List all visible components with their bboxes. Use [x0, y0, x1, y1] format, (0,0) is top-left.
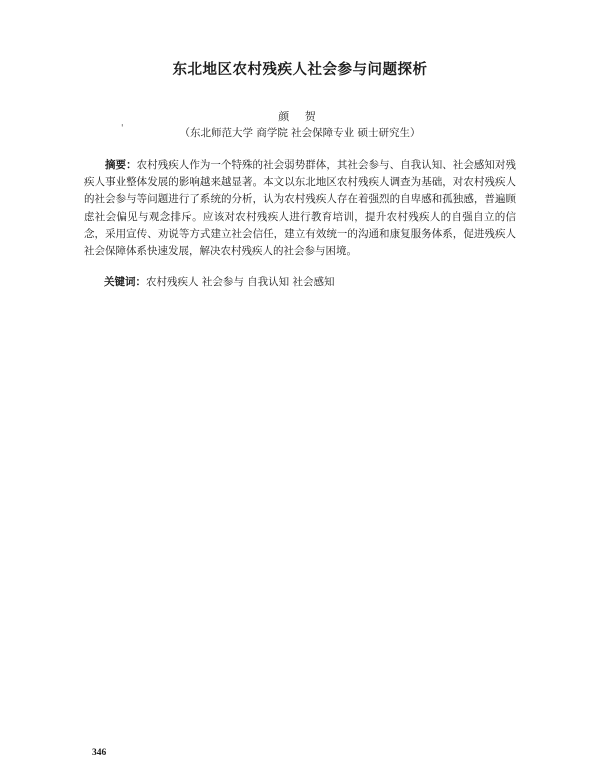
abstract-paragraph — [84, 157, 516, 260]
paper-title: 东北地区农村残疾人社会参与问题探析 — [172, 61, 428, 78]
author-name: 颜 贺 — [278, 110, 322, 123]
author-affiliation: （东北师范大学 商学院 社会保障专业 硕士研究生） — [179, 127, 421, 139]
keywords-line — [104, 274, 516, 289]
scan-mark: ' — [121, 124, 124, 134]
keywords-text: 农村残疾人 社会参与 自我认知 社会感知 — [146, 276, 335, 288]
keywords-label: 关键词： — [104, 276, 146, 288]
page-number: 346 — [92, 748, 107, 758]
abstract-label: 摘要： — [105, 159, 137, 171]
abstract-text: 农村残疾人作为一个特殊的社会弱势群体，其社会参与、自我认知、社会感知对残疾人事业整体发展的影响越来越显著。本文以东北地区农村残疾人调查为基础，对农村残疾人的社会参与等问题进行了系统的分析，认为农村残疾人存在着强烈的自卑感和孤独感，普遍顾虑社会偏见与观念排斥。应该对农村残疾人进行教育培训，提升农村残疾人的自强自立的信念，采用宣传、劝说等方式建立社会信任，建立有效统一的沟通和康复服务体系，促进残疾人社会保障体系快速发展，解决农村残疾人的社会参与困境。 — [84, 159, 517, 258]
